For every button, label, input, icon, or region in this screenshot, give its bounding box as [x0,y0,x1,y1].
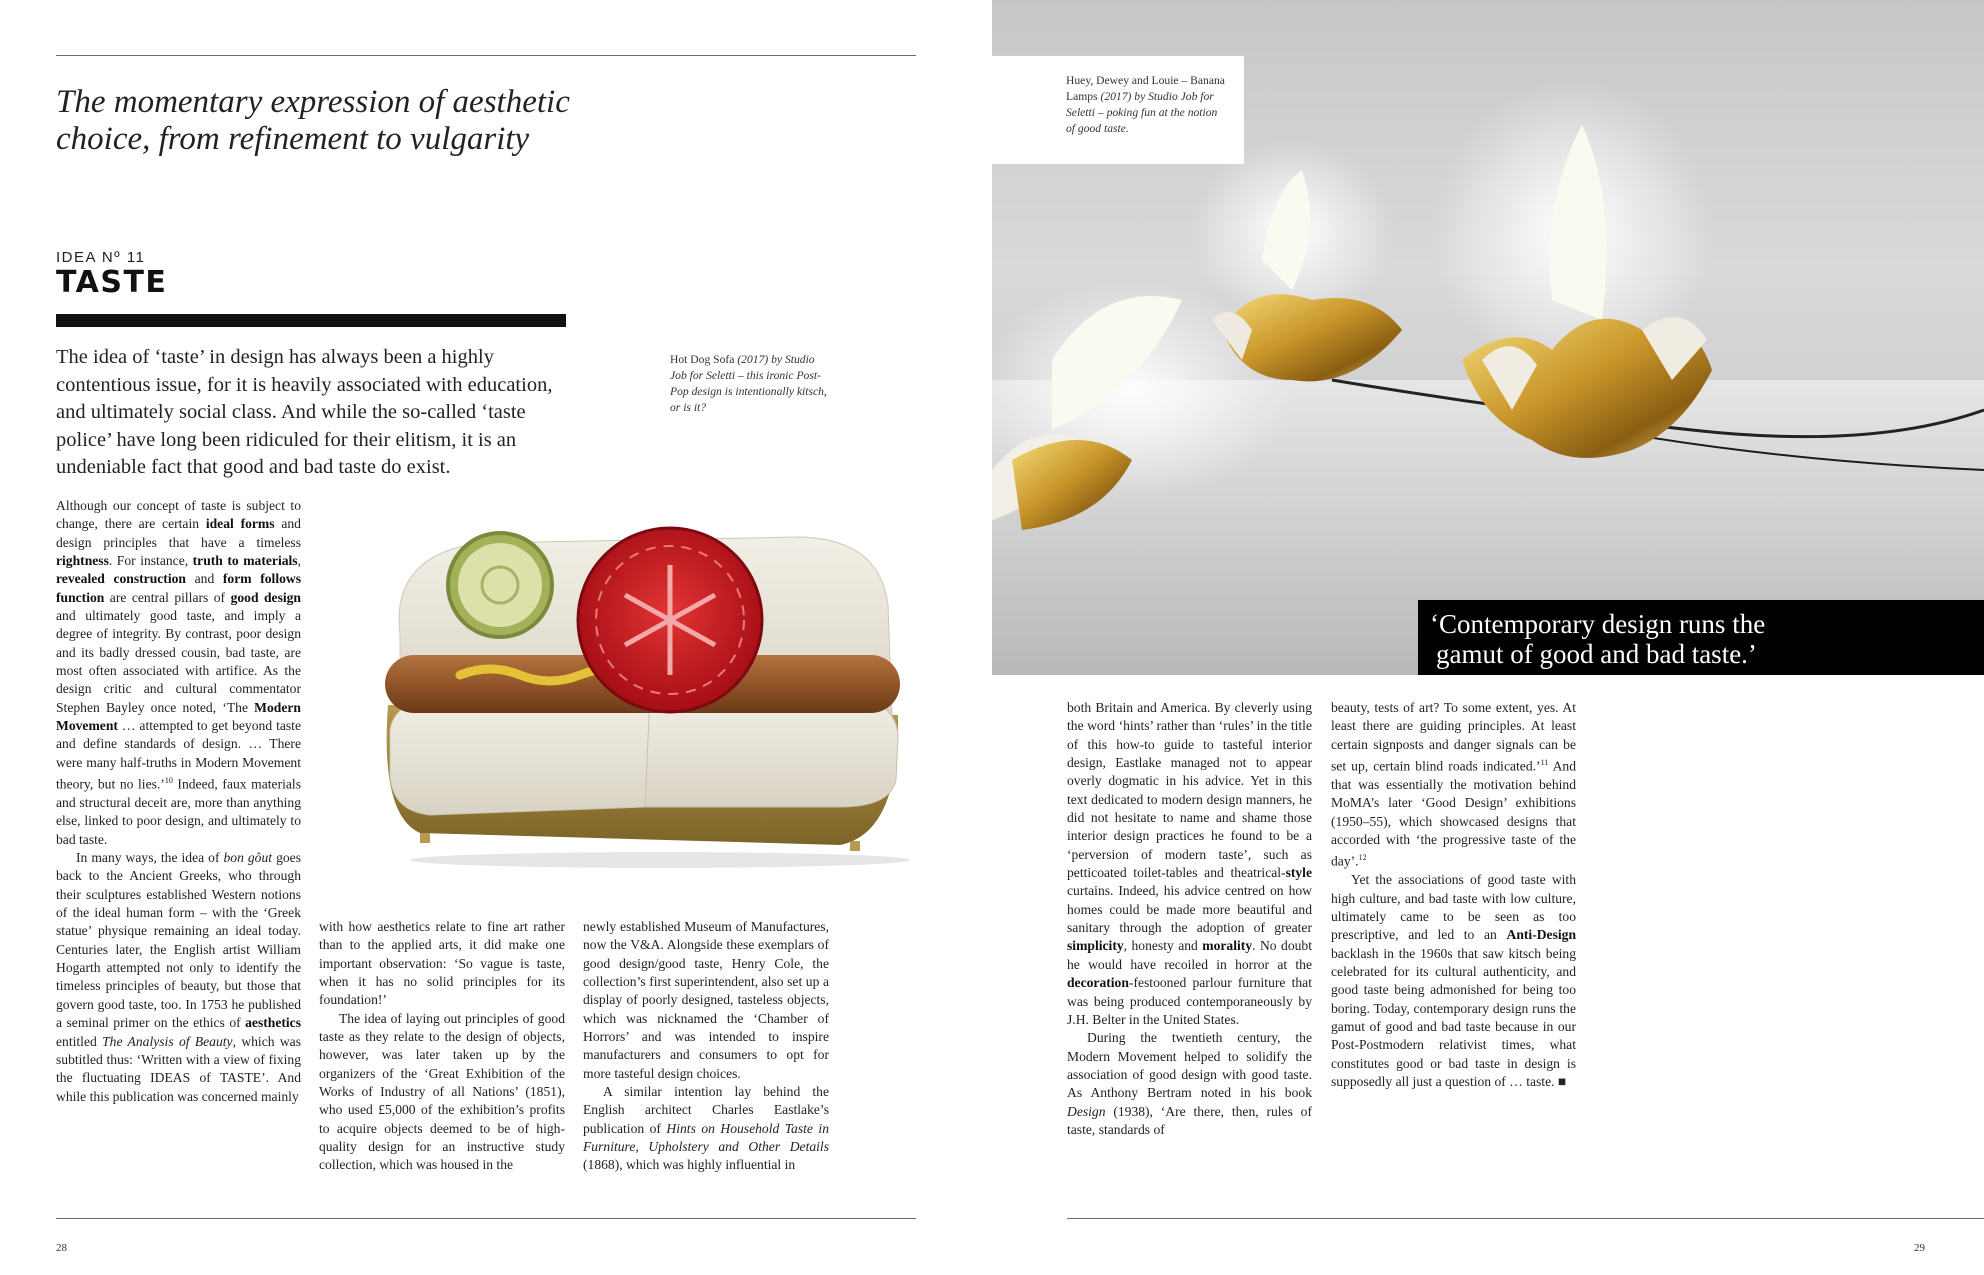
pull-quote-line: gamut of good and bad taste.’ [1436,639,1757,669]
body-paragraph: Although our concept of taste is subject to change, there are certain ideal forms and design principles that have a timeless rightness. For instance, truth to materials, revealed construction and form follows function are central pillars of good design and ultimately good taste, and imply a degree of integrity. By contrast, poor design and its badly dressed cousin, bad taste, are most often associated with artifice. As the design critic and cultural commentator Stephen Bayley once noted, ‘The Modern Movement … attempted to get beyond taste and define standards of design. … There were many half-truths in Modern Movement theory, but no lies.’$^{10}$ Indeed, faux materials and structural deceit are, more than anything else, linked to poor design, and ultimately to bad taste. [56,498,301,847]
term-ideal-forms[interactable]: ideal forms [205,516,275,532]
body-column-4 [1067,699,1312,1139]
bottom-rule-right [1067,1218,1984,1219]
caption-text: Hot Dog Sofa [670,353,738,366]
sofa-caption [670,352,830,416]
body-paragraph: The idea of laying out principles of good taste as they relate to the design of objects, however, was later taken up by the organizers of the ‘Great Exhibition of the Works of Industry of all Nations’ (1851), who used £5,000 of the exhibition’s profits to acquire objects deemed to be of high-quality design for an instructive study collection, which was housed in the [319,1010,565,1173]
page-number-right: 29 [1914,1242,1925,1254]
page-number-left: 28 [56,1242,67,1254]
body-column-2 [319,918,565,1175]
footnote-ref: 12 [1358,853,1367,863]
end-mark: ■ [1554,1073,1567,1089]
title-bar [56,314,566,327]
body-column-3 [583,918,829,1175]
caption-text: by Studio Job for Seletti – poking fun at the notion of good taste. [1066,90,1218,135]
term-morality[interactable]: morality [1202,938,1253,954]
body-column-1 [56,497,301,1106]
caption-text: by Studio Job for Seletti – this ironic Post-Pop design is intentionally kitsch, or is it? [670,353,827,414]
footnote-ref: 11 [1540,758,1549,768]
term-simplicity[interactable]: simplicity [1067,938,1124,954]
body-column-5 [1331,699,1576,1091]
body-paragraph: both Britain and America. By cleverly using the word ‘hints’ rather than ‘rules’ in the title of this how-to guide to tasteful interior design, Eastlake managed not to appear overly dogmatic in his advice. Yet in this text dedicated to modern design manners, he did not hesitate to name and shame those interior design practices he found to be a ‘perversion of modern taste’, such as petticoated toilet-tables and theatrical-style curtains. Indeed, his advice centred on how homes could be made more beautiful and sanitary through the adoption of greater simplicity, honesty and morality. No doubt he would have recoiled in horror at the decoration-festooned parlour furniture that was being produced contemporaneously by J.H. Belter in the United States. [1067,700,1312,1027]
footnote-ref: 10 [164,776,173,786]
term-form-follows-function[interactable]: form follows function [56,571,301,605]
caption-date: (2017) [1100,90,1132,103]
lamps-caption [1066,73,1228,137]
caption-text: Huey, Dewey and Louie – Banana Lamps [1066,74,1225,103]
term-modern-movement[interactable]: Modern Movement [56,699,301,734]
top-rule-left [56,55,916,56]
term-truth-to-materials[interactable]: truth to materials [192,553,298,569]
pull-quote-line: ‘Contemporary design runs the [1430,609,1766,639]
term-good-design[interactable]: good design [230,589,301,605]
body-paragraph: with how aesthetics relate to fine art rather than to the applied arts, it did make one important observation: ‘So vague is taste, when it has no solid principles for its foundation!’ [319,919,565,1008]
term-anti-design[interactable]: Anti-Design [1506,927,1576,943]
hot-dog-sofa-image [360,515,920,870]
term-rightness[interactable]: rightness [56,553,109,569]
term-style[interactable]: style [1285,865,1312,881]
idea-title: TASTE [56,265,168,300]
subtitle: The momentary expression of aesthetic choice, from refinement to vulgarity [56,84,570,157]
term-decoration[interactable]: decoration [1067,975,1129,991]
pull-quote [1418,600,1984,675]
bottom-rule-left [56,1218,916,1219]
body-paragraph: Yet the associations of good taste with high culture, and bad taste with low culture, ultimately came to be seen as too prescriptive, and led to an Anti-Design backlash in the 1960s that saw kitsch being celebrated for its cultural authenticity, and good taste being admonished for being too boring. Today, contemporary design runs the gamut of good and bad taste because in our Post-Postmodern relativist times, what constitutes good or bad taste in design is supposedly all just a question of … taste. ■ [1331,872,1576,1089]
caption-date: (2017) [737,353,769,366]
idea-number: IDEA Nº 11 [56,249,146,266]
body-paragraph: newly established Museum of Manufactures, now the V&A. Alongside these exemplars of good design/good taste, Henry Cole, the collection’s first superintendent, also set up a display of poorly designed, tasteless objects, which was nicknamed the ‘Chamber of Horrors’ and was intended to inspire manufacturers and consumers to opt for more tasteful design choices. [583,919,829,1081]
body-paragraph: In many ways, the idea of bon gôut goes back to the Ancient Greeks, who through their sculptures established Western notions of the ideal human form – with the ‘Greek statue’ physique remaining an ideal today. Centuries later, the English artist William Hogarth attempted not only to identify the timeless principles of beauty, but those that govern good taste, too. In 1753 he published a seminal primer on the ethics of aesthetics entitled The Analysis of Beauty, which was subtitled thus: ‘Written with a view of fixing the fluctuating IDEAS of TASTE’. And while this publication was concerned mainly [56,850,301,1104]
term-aesthetics[interactable]: aesthetics [245,1015,301,1031]
body-paragraph: beauty, tests of art? To some extent, yes. At least there are guiding principles. At least certain signposts and danger signals can be set up, certain blind roads indicated.’$^{11}$ And that was essentially the motivation behind MoMA’s later ‘Good Design’ exhibitions (1950–55), which showcased designs that accorded with ‘the progressive taste of the day’.$^{12}$ [1331,700,1576,869]
body-paragraph: During the twentieth century, the Modern Movement helped to solidify the association of good design with good taste. As Anthony Bertram noted in his book Design (1938), ‘Are there, then, rules of taste, standards of [1067,1030,1312,1137]
body-paragraph: A similar intention lay behind the English architect Charles Eastlake’s publication of Hints on Household Taste in Furniture, Upholstery and Other Details (1868), which was highly influential in [583,1084,829,1173]
term-revealed-construction[interactable]: revealed construction [56,571,186,587]
intro-paragraph: The idea of ‘taste’ in design has always been a highly contentious issue, for it is heavily associated with education, and ultimately social class. And while the so-called ‘taste police’ have long been ridiculed for their elitism, it is an undeniable fact that good and bad taste do exist. [56,346,553,478]
